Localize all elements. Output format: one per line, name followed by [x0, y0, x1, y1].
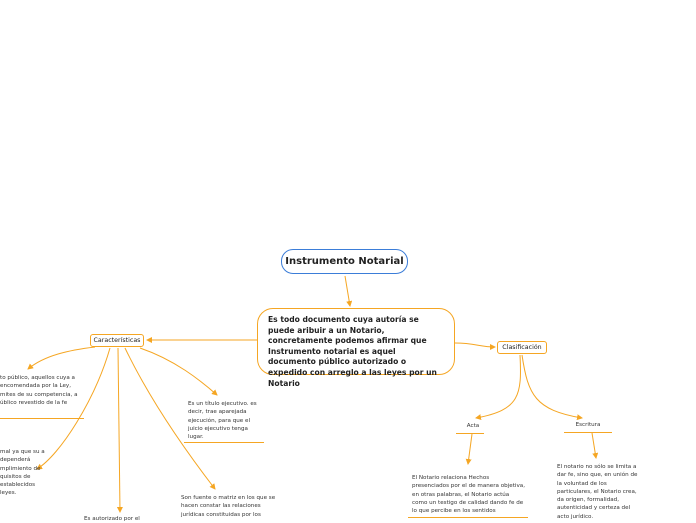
acta-description[interactable] — [412, 474, 526, 515]
caracteristicas-label: Características — [93, 337, 141, 344]
escritura-underline — [564, 432, 612, 433]
caracteristica-item-4-text: Son fuente o matriz en los que se hacen constar las relaciones jurídicas constituidas por los — [181, 495, 276, 518]
root-node[interactable] — [281, 249, 408, 274]
connector-escritura-text — [592, 433, 596, 458]
escritura-description-text: El notario no sólo se limita a dar fe, sino que, en unión de la voluntad de los particulares, el Notario crea, da origen, formalidad, autenticidad y certeza del acto jurídico. — [557, 464, 638, 520]
acta-underline — [456, 433, 484, 434]
caracteristica-item-5-text: Es autorizado por el — [84, 516, 140, 522]
caracteristica-item-1-underline — [0, 418, 84, 419]
caracteristica-item-5[interactable] — [84, 515, 164, 523]
caracteristica-item-1[interactable] — [0, 374, 78, 407]
caracteristica-item-2-text: mal ya que su a dependerá mplimiento de quisitos de establecidos leyes. — [0, 449, 45, 497]
acta-description-underline — [408, 517, 528, 518]
connector-clasificacion-acta — [476, 355, 521, 418]
connector-caracteristicas-item5 — [118, 348, 120, 512]
caracteristica-item-2[interactable] — [0, 448, 45, 498]
definition-text: Es todo documento cuya autoría se puede aribuir a un Notario, concretamente podemos afirmar que Instrumento notarial es aquel documento público autorizado o expedido con arreglo a las leyes por un Notario — [268, 315, 437, 388]
caracteristica-item-3-text: Es un título ejecutivo. es decir, trae aparejada ejecución, para que el juicio ejecutivo tenga lugar. — [188, 401, 257, 441]
caracteristica-item-3[interactable] — [188, 400, 262, 441]
caracteristica-item-1-text: to público, aquellos cuya a encomendada por la Ley, mites de su competencia, a úblico revestido de la fe — [0, 375, 78, 406]
escritura-description[interactable] — [557, 463, 641, 521]
connector-clasificacion-escritura — [522, 355, 582, 418]
connector-caracteristicas-item1 — [28, 347, 95, 369]
definition-node[interactable] — [257, 308, 455, 388]
clasificacion-node[interactable] — [497, 341, 547, 354]
clasificacion-label: Clasificación — [502, 344, 542, 351]
caracteristica-item-4[interactable] — [181, 494, 281, 519]
caracteristicas-node[interactable] — [90, 334, 144, 347]
acta-description-text: El Notario relaciona Hechos presenciados por el de manera objetiva, en otras palabras, el Notario actúa como un testigo de calidad dando fe de lo que percibe en los sentidos — [412, 475, 525, 515]
caracteristica-item-3-underline — [184, 442, 264, 443]
acta-label: Acta — [466, 423, 480, 429]
acta-node[interactable] — [456, 422, 490, 430]
connector-caracteristicas-item3 — [140, 348, 217, 395]
connector-caracteristicas-item2 — [37, 348, 110, 469]
root-label: Instrumento Notarial — [285, 256, 404, 267]
escritura-node[interactable] — [566, 421, 610, 429]
escritura-label: Escritura — [575, 422, 601, 428]
connector-definition-clasificacion — [455, 343, 495, 347]
connector-acta-text — [468, 434, 472, 464]
connector-root-definition — [345, 276, 350, 306]
